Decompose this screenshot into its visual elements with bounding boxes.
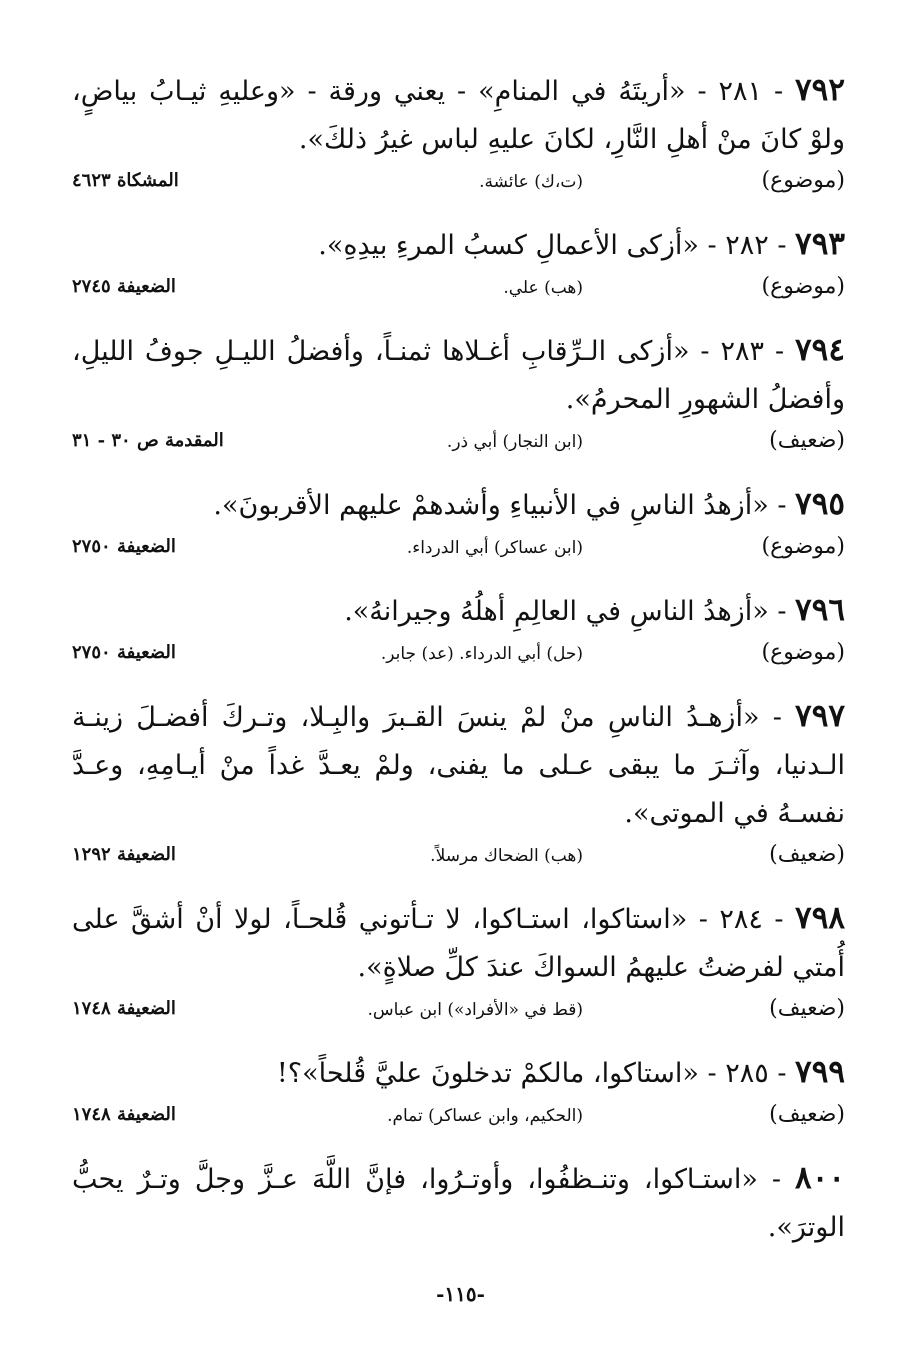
hadith-text xyxy=(72,586,845,636)
book-reference: الضعيفة ١٢٩٢ xyxy=(72,844,176,865)
hadith-number: ٧٩٦ xyxy=(795,592,845,628)
book-reference: الضعيفة ٢٧٥٠ xyxy=(72,642,176,663)
book-reference: الضعيفة ١٧٤٨ xyxy=(72,998,176,1019)
hadith-number: ٧٩٩ xyxy=(795,1054,845,1090)
hadith-text xyxy=(72,692,845,838)
hadith-reference xyxy=(72,838,845,888)
source-label: (قط في «الأفراد») ابن عباس. xyxy=(367,1000,583,1020)
grade-label: (ضعيف) xyxy=(769,996,845,1021)
grade-label: (موضوع) xyxy=(761,274,845,299)
hadith-number: ٧٩٣ xyxy=(795,226,845,262)
hadith-reference xyxy=(72,164,845,214)
hadith-reference xyxy=(72,530,845,580)
hadith-number: ٧٩٧ xyxy=(795,698,845,734)
hadith-number: ٧٩٤ xyxy=(795,332,845,368)
hadith-entry-799 xyxy=(72,1048,845,1148)
hadith-text xyxy=(72,894,845,992)
hadith-text xyxy=(72,66,845,164)
hadith-number: ٧٩٢ xyxy=(795,72,845,108)
hadith-text xyxy=(72,1154,845,1252)
book-reference: الضعيفة ٢٧٤٥ xyxy=(72,276,176,297)
hadith-entry-793 xyxy=(72,220,845,320)
source-label: (ت،ك) عائشة. xyxy=(479,172,583,192)
source-label: (الحكيم، وابن عساكر) تمام. xyxy=(387,1106,583,1126)
grade-label: (موضوع) xyxy=(761,534,845,559)
source-label: (ابن عساكر) أبي الدرداء. xyxy=(406,538,583,558)
book-reference: المشكاة ٤٦٢٣ xyxy=(72,170,179,191)
hadith-body: - ٢٨٣ - «أزكى الـرِّقابِ أغـلاها ثمنـاً، وأفضلُ الليـلِ جوفُ الليلِ، وأفضلُ الشهورِ المحرمُ». xyxy=(72,336,845,415)
hadith-body: - ٢٨٥ - «استاكوا، مالكمْ تدخلونَ عليَّ قُلحاً»؟! xyxy=(276,1058,787,1089)
hadith-entry-800 xyxy=(72,1154,845,1252)
hadith-body: - «أزهدُ الناسِ في العالِمِ أهلُهُ وجيرانهُ». xyxy=(344,596,787,627)
hadith-body: - ٢٨١ - «أريتَهُ في المنامِ» - يعني ورقة - «وعليهِ ثيـابُ بياضٍ، ولوْ كانَ منْ أهلِ النَّارِ، لكانَ عليهِ لباس غيرُ ذلكَ». xyxy=(72,76,845,155)
page-body xyxy=(72,66,845,1252)
hadith-entry-792 xyxy=(72,66,845,214)
grade-label: (ضعيف) xyxy=(769,428,845,453)
hadith-body: - ٢٨٢ - «أزكى الأعمالِ كسبُ المرءِ بيدِهِ». xyxy=(318,230,787,261)
source-label: (هب) الضحاك مرسلاً. xyxy=(430,846,583,866)
source-label: (ابن النجار) أبي ذر. xyxy=(446,432,583,452)
hadith-body: - ٢٨٤ - «استاكوا، استـاكوا، لا تـأتوني قُلحـاً، لولا أنْ أشقَّ على أُمتي لفرضتُ عليهمُ السواكَ عندَ كلِّ صلاةٍ». xyxy=(72,904,845,983)
source-label: (هب) علي. xyxy=(503,278,583,298)
hadith-text xyxy=(72,1048,845,1098)
hadith-reference xyxy=(72,270,845,320)
book-reference: الضعيفة ٢٧٥٠ xyxy=(72,536,176,557)
hadith-reference xyxy=(72,1098,845,1148)
hadith-body: - «أزهـدُ الناسِ منْ لمْ ينسَ القـبرَ والبِـلا، وتـركَ أفضـلَ زينـة الـدنيا، وآثـرَ ما يبقى عـلى ما يفنى، ولمْ يعـدَّ غداً منْ أيـامِهِ، وعـدَّ نفسـهُ في الموتى». xyxy=(72,702,845,829)
book-reference: الضعيفة ١٧٤٨ xyxy=(72,1104,176,1125)
hadith-body: - «استـاكوا، وتنـظفُوا، وأوتـرُوا، فإنَّ اللَّهَ عـزَّ وجلَّ وتـرٌ يحبُّ الوترَ». xyxy=(72,1164,845,1243)
hadith-entry-794 xyxy=(72,326,845,474)
grade-label: (ضعيف) xyxy=(769,842,845,867)
source-label: (حل) أبي الدرداء. (عد) جابر. xyxy=(380,644,583,664)
grade-label: (ضعيف) xyxy=(769,1102,845,1127)
grade-label: (موضوع) xyxy=(761,640,845,665)
hadith-text xyxy=(72,326,845,424)
book-reference: المقدمة ص ٣٠ - ٣١ xyxy=(72,430,224,451)
hadith-entry-795 xyxy=(72,480,845,580)
hadith-entry-797 xyxy=(72,692,845,888)
grade-label: (موضوع) xyxy=(761,168,845,193)
hadith-reference xyxy=(72,992,845,1042)
hadith-text xyxy=(72,480,845,530)
hadith-entry-796 xyxy=(72,586,845,686)
hadith-body: - «أزهدُ الناسِ في الأنبياءِ وأشدهمْ عليهم الأقربونَ». xyxy=(213,490,787,521)
hadith-text xyxy=(72,220,845,270)
hadith-entry-798 xyxy=(72,894,845,1042)
hadith-number: ٧٩٨ xyxy=(795,900,845,936)
hadith-number: ٧٩٥ xyxy=(795,486,845,522)
hadith-number: ٨٠٠ xyxy=(795,1160,845,1196)
page-number: -١١٥- xyxy=(436,1282,485,1306)
hadith-reference xyxy=(72,424,845,474)
hadith-reference xyxy=(72,636,845,686)
